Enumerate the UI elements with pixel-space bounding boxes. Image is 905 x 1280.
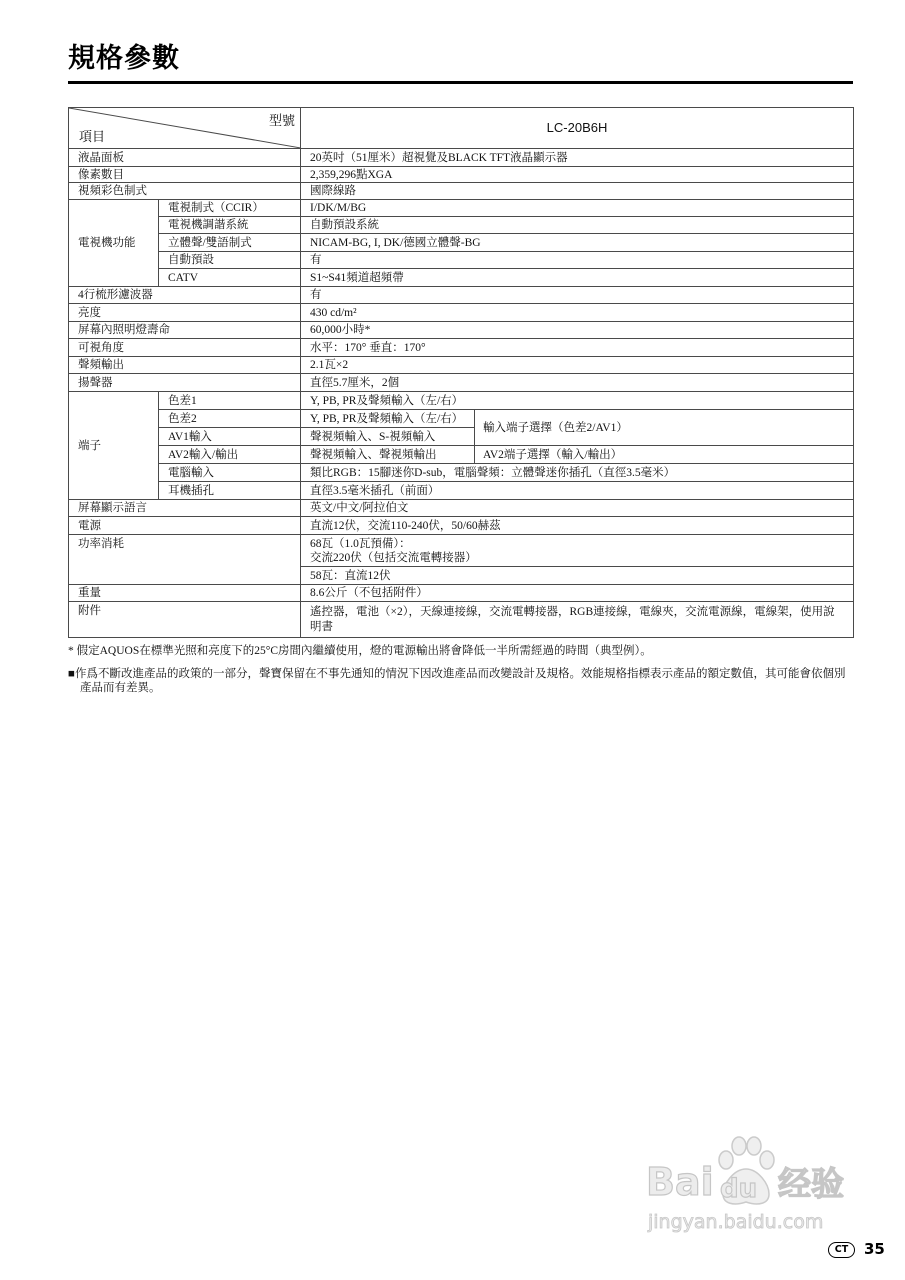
spec-row-accessories <box>69 602 854 638</box>
spec-value: 類比RGB：15腳迷你D-sub，電腦聲頻：立體聲迷你插孔（直徑3.5毫米） <box>301 464 854 482</box>
page-number: 35 <box>864 1240 885 1258</box>
spec-label: 亮度 <box>69 304 301 322</box>
spec-value: 2.1瓦×2 <box>301 357 854 374</box>
spec-row-av2-io <box>69 446 854 464</box>
spec-group-label-tv-functions: 電視機功能 <box>69 200 159 287</box>
spec-label: 4行梳形濾波器 <box>69 287 301 304</box>
spec-group-label-terminals: 端子 <box>69 392 159 500</box>
spec-value: 聲視頻輸入、S-視頻輸入 <box>301 428 475 446</box>
watermark-url: jingyan.baidu.com <box>648 1211 824 1233</box>
spec-header-row <box>69 108 854 149</box>
baidu-watermark <box>640 1130 860 1240</box>
spec-sublabel: AV2輸入/輸出 <box>159 446 301 464</box>
spec-row-osd-language <box>69 500 854 517</box>
header-item-label: 項目 <box>79 129 106 144</box>
spec-sublabel: 立體聲/雙語制式 <box>159 234 301 252</box>
spec-value: 英文/中文/阿拉伯文 <box>301 500 854 517</box>
spec-value: 430 cd/m² <box>301 304 854 322</box>
spec-value: 直徑3.5毫米插孔（前面） <box>301 482 854 500</box>
spec-sublabel: 電腦輸入 <box>159 464 301 482</box>
spec-row-component1 <box>69 392 854 410</box>
spec-label: 電源 <box>69 517 301 535</box>
spec-row-pixel-count <box>69 167 854 183</box>
footnote-notice-text: 作爲不斷改進產品的政策的一部分，聲寶保留在不事先通知的情況下因改進產品而改變設計及規格。效能規格指標表示產品的額定數值，其可能會依個別產品而有差異。 <box>74 668 846 694</box>
spec-value: Y, PB, PR及聲頻輸入（左/右） <box>301 392 854 410</box>
spec-value: 直流12伏，交流110-240伏，50/60赫茲 <box>301 517 854 535</box>
spec-note-av2-select: AV2端子選擇（輸入/輸出） <box>475 446 854 464</box>
spec-value: Y, PB, PR及聲頻輸入（左/右） <box>301 410 475 428</box>
watermark-brand-right: du <box>720 1174 758 1204</box>
spec-value: 水平：170° 垂直：170° <box>301 339 854 357</box>
header-model-name: LC-20B6H <box>301 108 854 149</box>
spec-label: 屏幕顯示語言 <box>69 500 301 517</box>
page-title: 規格參數 <box>68 43 180 74</box>
spec-header-corner <box>69 108 301 149</box>
spec-row-viewing-angle <box>69 339 854 357</box>
spec-value: S1~S41頻道超頻帶 <box>301 269 854 287</box>
title-divider <box>68 81 853 84</box>
spec-sublabel: 耳機插孔 <box>159 482 301 500</box>
spec-row-stereo-system <box>69 234 854 252</box>
spec-row-pc-input <box>69 464 854 482</box>
spec-sublabel: CATV <box>159 269 301 287</box>
spec-value: 直徑5.7厘米，2個 <box>301 374 854 392</box>
spec-row-lcd-panel <box>69 149 854 167</box>
spec-value: 聲視頻輸入、聲視頻輸出 <box>301 446 475 464</box>
spec-row-tv-system <box>69 200 854 217</box>
spec-value: 有 <box>301 287 854 304</box>
footnote-lamp-life: * 假定AQUOS在標準光照和亮度下的25°C房間內繼續使用，燈的電源輸出將會降低一半所需經過的時間（典型例）。 <box>68 645 652 657</box>
spec-value: 國際線路 <box>301 183 854 200</box>
spec-row-speakers <box>69 374 854 392</box>
watermark-product: 经验 <box>778 1164 844 1203</box>
spec-sublabel: 自動預設 <box>159 252 301 269</box>
spec-sublabel: 色差1 <box>159 392 301 410</box>
spec-label: 揚聲器 <box>69 374 301 392</box>
watermark-brand-left: Bai <box>646 1160 714 1204</box>
spec-note-input-select: 輸入端子選擇（色差2/AV1） <box>475 410 854 446</box>
region-badge: CT <box>828 1242 855 1258</box>
spec-label: 附件 <box>69 602 301 638</box>
spec-label: 屏幕內照明燈壽命 <box>69 322 301 339</box>
spec-row-power-consumption-ac <box>69 535 854 567</box>
spec-value: NICAM-BG, I, DK/德國立體聲-BG <box>301 234 854 252</box>
spec-label: 聲頻輸出 <box>69 357 301 374</box>
spec-sublabel: 色差2 <box>159 410 301 428</box>
spec-label: 視頻彩色制式 <box>69 183 301 200</box>
spec-sublabel: 電視機調諧系統 <box>159 217 301 234</box>
spec-row-backlight-life <box>69 322 854 339</box>
spec-row-weight <box>69 585 854 602</box>
footnote-notice <box>68 667 853 695</box>
spec-row-video-color-system <box>69 183 854 200</box>
spec-row-component2 <box>69 410 854 428</box>
spec-label: 液晶面板 <box>69 149 301 167</box>
spec-value: 遙控器，電池（×2），天線連接線，交流電轉接器，RGB連接線，電線夾，交流電源線，電線架，使用說明書 <box>301 602 854 638</box>
spec-label: 重量 <box>69 585 301 602</box>
spec-row-auto-preset <box>69 252 854 269</box>
spec-value: 60,000小時* <box>301 322 854 339</box>
spec-row-headphone <box>69 482 854 500</box>
spec-sublabel: 電視制式（CCIR） <box>159 200 301 217</box>
power-ac-line-1: 68瓦（1.0瓦預備）： <box>310 537 411 550</box>
spec-table <box>68 107 854 638</box>
spec-row-power-source <box>69 517 854 535</box>
spec-row-comb-filter <box>69 287 854 304</box>
spec-value: 8.6公斤（不包括附件） <box>301 585 854 602</box>
spec-sublabel: AV1輸入 <box>159 428 301 446</box>
spec-value: 自動預設系統 <box>301 217 854 234</box>
spec-value <box>301 535 854 567</box>
spec-label: 功率消耗 <box>69 535 301 585</box>
spec-value: 20英吋（51厘米）超視覺及BLACK TFT液晶顯示器 <box>301 149 854 167</box>
spec-label: 可視角度 <box>69 339 301 357</box>
spec-label: 像素數目 <box>69 167 301 183</box>
spec-value: 2,359,296點XGA <box>301 167 854 183</box>
spec-row-catv <box>69 269 854 287</box>
spec-row-audio-output <box>69 357 854 374</box>
power-ac-line-2: 交流220伏（包括交流電轉接器） <box>310 551 477 564</box>
spec-row-brightness <box>69 304 854 322</box>
square-bullet-icon: ■ <box>68 668 75 680</box>
header-model-label: 型號 <box>268 113 295 128</box>
spec-value: I/DK/M/BG <box>301 200 854 217</box>
spec-row-tuning-system <box>69 217 854 234</box>
spec-value: 有 <box>301 252 854 269</box>
spec-value: 58瓦：直流12伏 <box>301 567 854 585</box>
